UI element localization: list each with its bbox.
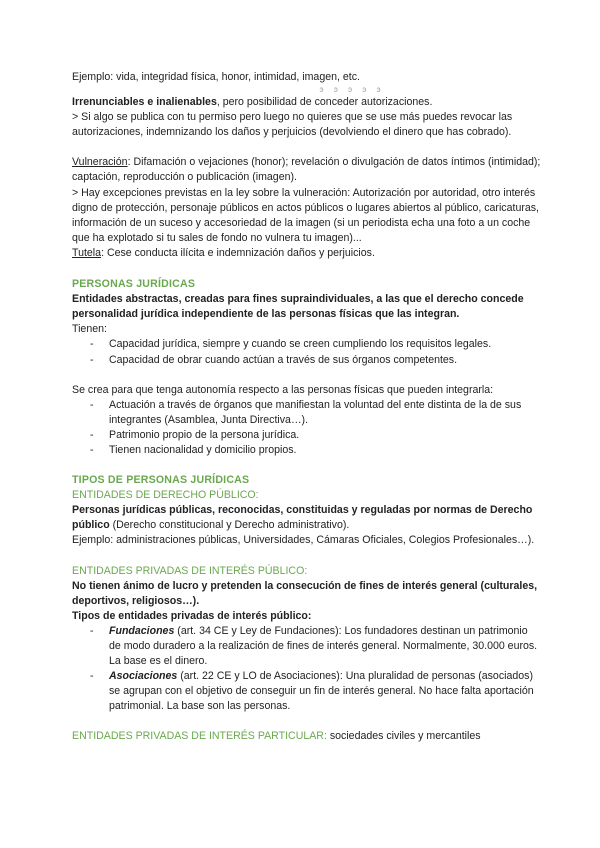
- irrenunciables-bold: Irrenunciables e inalienables: [72, 96, 217, 109]
- example-line: Ejemplo: vida, integridad física, honor, intimidad, imagen, etc.: [72, 71, 360, 83]
- list-item: - Patrimonio propio de la persona jurídica.: [90, 428, 300, 441]
- list-item: - Actuación a través de órganos que manifiestan la voluntad del ente distinta de la de sus integrantes (Asamblea, Junta Directiva…).: [90, 398, 522, 426]
- particular-line: [72, 729, 542, 744]
- publico-example: Ejemplo: administraciones públicas, Universidades, Cámaras Oficiales, Colegios Profesionales…).: [72, 534, 535, 547]
- tutela-label: Tutela: [72, 246, 102, 259]
- autonomia-line: Se crea para que tenga autonomía respecto a las personas físicas que pueden integrarla:: [72, 383, 494, 396]
- privadas-publico-heading: ENTIDADES PRIVADAS DE INTERÉS PÚBLICO:: [72, 564, 308, 577]
- publico-rest: (Derecho constitucional y Derecho administrativo).: [109, 519, 350, 532]
- tienen-list: [72, 337, 542, 367]
- privadas-definition: No tienen ánimo de lucro y pretenden la consecución de fines de interés general (culturales, deportivos, religiosos…).: [72, 579, 538, 607]
- autonomia-list: [72, 398, 542, 458]
- vulneracion-label: Vulneración: [72, 156, 128, 169]
- list-item: - Capacidad de obrar cuando actúan a través de sus órganos competentes.: [90, 353, 458, 366]
- tipos-heading: TIPOS DE PERSONAS JURÍDICAS: [72, 474, 250, 487]
- fundaciones-label: Fundaciones: [109, 624, 175, 637]
- revocar-note: > Si algo se publica con tu permiso pero luego no quieres que se use más puedes revocar las autorizaciones, indemnizando los daños y perjuicios (devolviendo el dinero que has cobrado).: [72, 111, 513, 139]
- particular-text: sociedades civiles y mercantiles: [326, 730, 481, 743]
- vulneracion-text: : Difamación o vejaciones (honor); revelación o divulgación de datos íntimos (intimidad); captación, reproducción o publicación (imagen).: [72, 156, 541, 184]
- document-page: [72, 70, 542, 745]
- tutela-line: [72, 246, 542, 261]
- privadas-list: [72, 624, 542, 715]
- tutela-text: : Cese conducta ilícita e indemnización daños y perjuicios.: [101, 246, 375, 259]
- publico-bold: Personas jurídicas públicas, reconocidas, constituidas y reguladas por normas de Derecho público: [72, 504, 533, 532]
- privadas-tipos-label: Tipos de entidades privadas de interés público:: [72, 609, 312, 622]
- vulneracion-paragraph: [72, 155, 542, 185]
- irrenunciables-rest: , pero posibilidad de conceder autorizaciones.: [216, 96, 433, 109]
- list-item: - Tienen nacionalidad y domicilio propios.: [90, 443, 297, 456]
- excepciones-note: > Hay excepciones previstas en la ley sobre la vulneración: Autorización por autoridad, otro interés digno de protección, personaje públicos en actos públicos o lugares abiertos al público, caricaturas, información de un suceso y accesoriedad de la imagen (si un periodista echa una foto a un coche que ha explotado si tu sales de fondo no vulnera tu imagen)...: [72, 186, 539, 244]
- derecho-publico-heading: ENTIDADES DE DERECHO PÚBLICO:: [72, 489, 259, 502]
- personas-definition: Entidades abstractas, creadas para fines supraindividuales, a las que el derecho concede personalidad jurídica independiente de las personas físicas que las integran.: [72, 293, 524, 321]
- list-item: - Capacidad jurídica, siempre y cuando se creen cumpliendo los requisitos legales.: [90, 338, 492, 351]
- bullet-dots: ͽ ͽ ͽ ͽ ͽ: [319, 85, 385, 95]
- tienen-label: Tienen:: [72, 323, 107, 336]
- particular-heading: ENTIDADES PRIVADAS DE INTERÉS PARTICULAR:: [72, 730, 327, 743]
- irrenunciables-line: [72, 95, 542, 110]
- asociaciones-label: Asociaciones: [109, 670, 178, 683]
- personas-juridicas-heading: PERSONAS JURÍDICAS: [72, 278, 196, 291]
- list-item: - Asociaciones (art. 22 CE y LO de Asociaciones): Una pluralidad de personas (asociados) se agrupan con el objetivo de conseguir un fin de interés general. No hace falta aportación patrimonial. La base son las personas.: [90, 670, 534, 713]
- list-item: - Fundaciones (art. 34 CE y Ley de Fundaciones): Los fundadores destinan un patrimonio de modo duradero a la realización de fines de interés general. Normalmente, 30.000 euros. La base es el dinero.: [90, 624, 538, 668]
- publico-paragraph: [72, 503, 542, 533]
